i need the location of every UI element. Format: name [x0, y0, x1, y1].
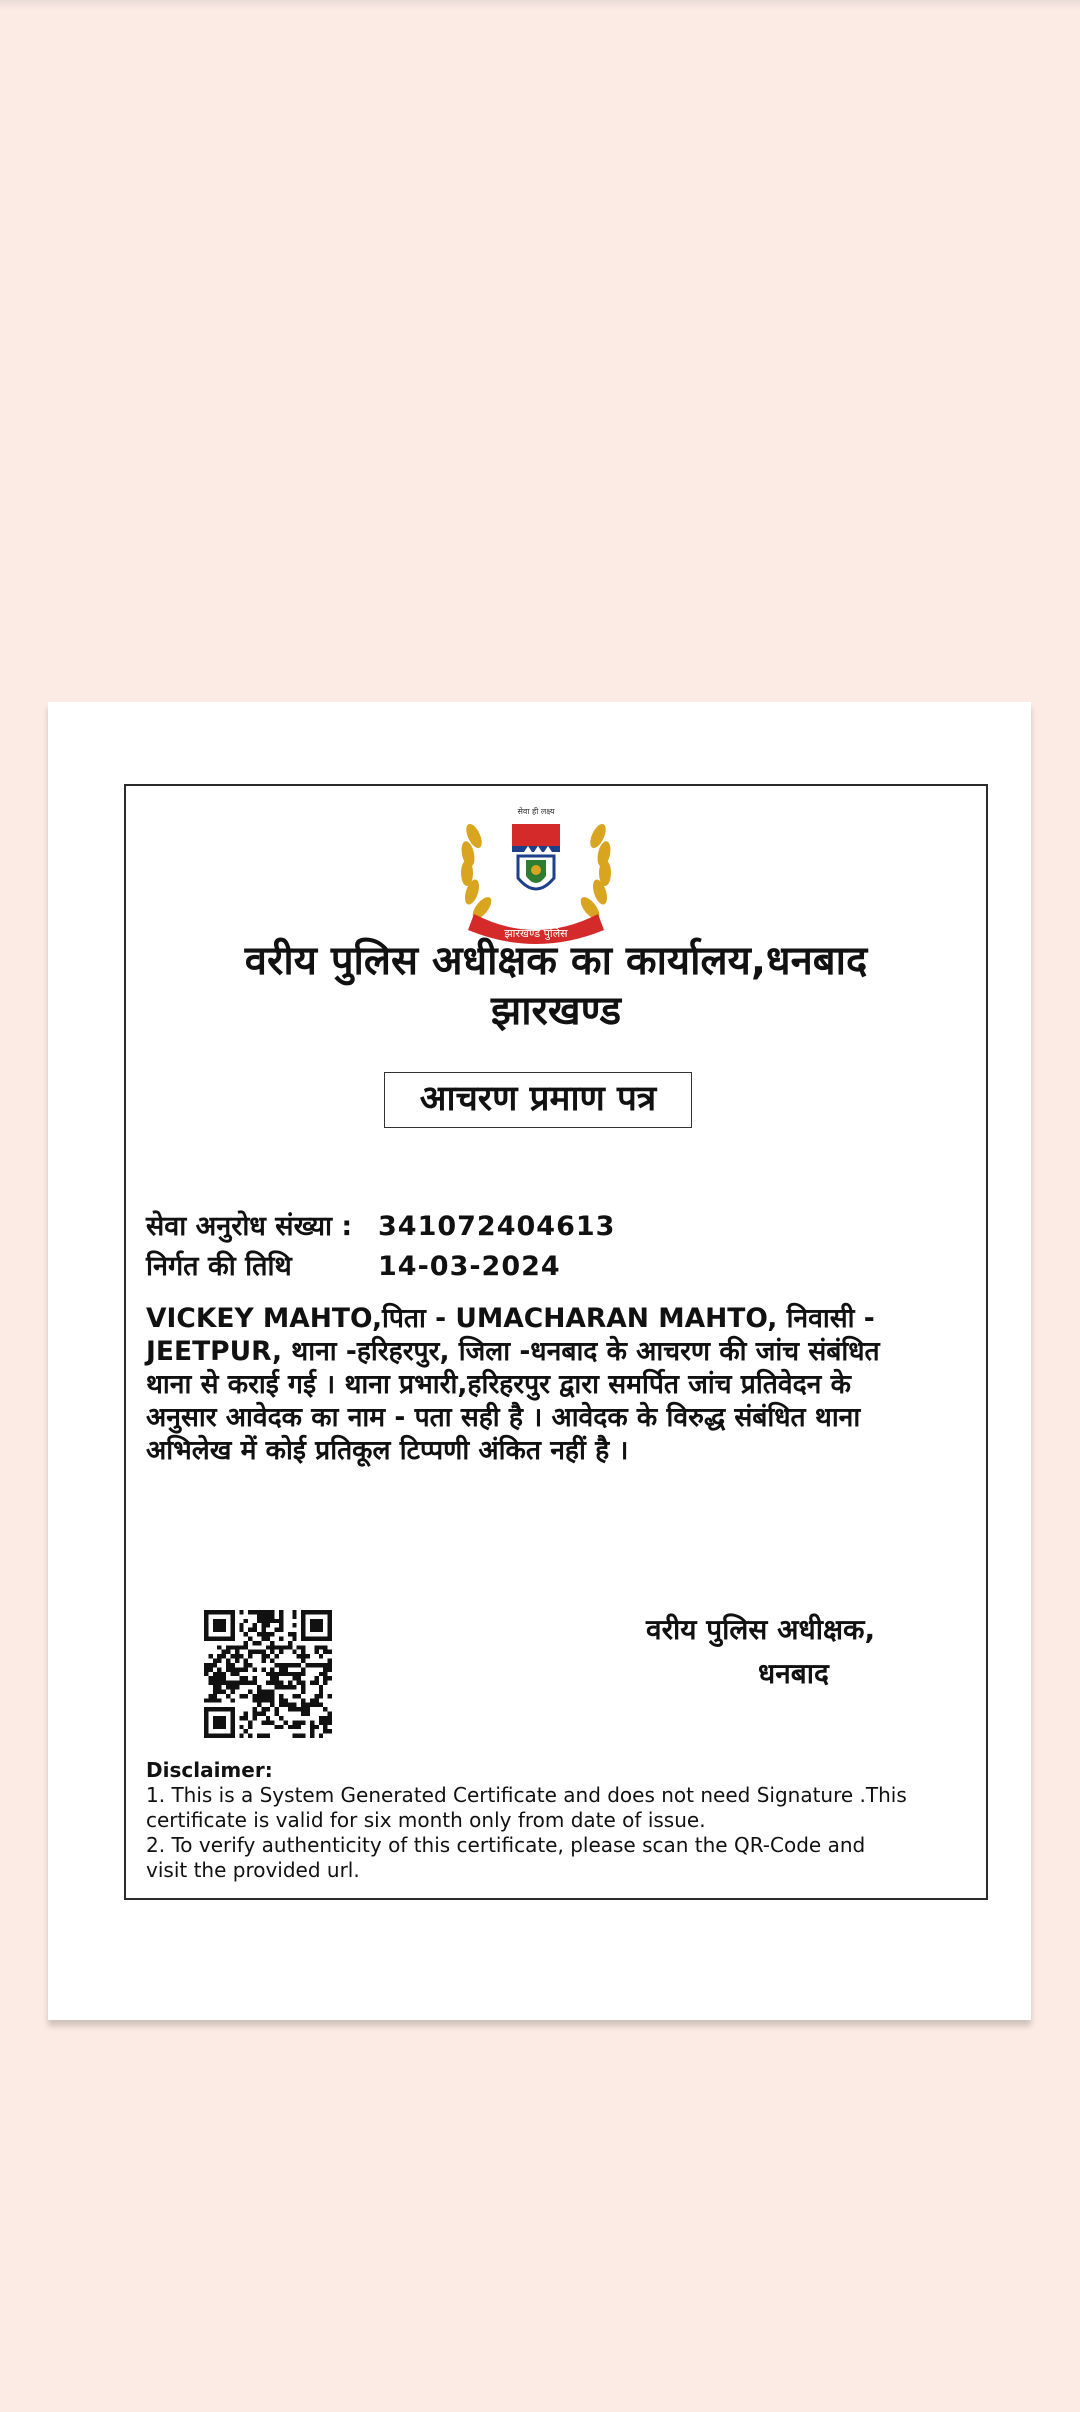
service-request-row	[146, 1206, 615, 1243]
office-title-line1: वरीय पुलिस अधीक्षक का कार्यालय,धनबाद	[244, 938, 868, 984]
qr-code-icon[interactable]	[204, 1610, 332, 1738]
body-line: थाना से कराई गई । थाना प्रभारी,हरिहरपुर द्वारा समर्पित जांच प्रतिवेदन के	[146, 1369, 851, 1400]
office-title-line2: झारखण्ड	[490, 988, 622, 1034]
certificate-body	[146, 1302, 966, 1467]
disclaimer-heading: Disclaimer:	[146, 1758, 273, 1782]
body-line: JEETPUR, थाना -हरिहरपुर, जिला -धनबाद के आचरण की जांच संबंधित	[146, 1336, 880, 1367]
svg-text:झारखण्ड पुलिस: झारखण्ड पुलिस	[504, 927, 568, 940]
disclaimer-line: visit the provided url.	[146, 1858, 360, 1882]
signatory-designation: वरीय पुलिस अधीक्षक,	[646, 1613, 876, 1646]
certificate-card	[48, 702, 1031, 2020]
issue-date-row	[146, 1246, 561, 1283]
emblem-motto: सेवा ही लक्ष्य	[517, 807, 555, 816]
certificate-frame	[124, 784, 988, 1900]
signatory-block	[646, 1608, 926, 1696]
disclaimer	[146, 1758, 966, 1883]
service-request-label: सेवा अनुरोध संख्या :	[146, 1211, 353, 1242]
office-title	[126, 936, 986, 1036]
issue-date-label: निर्गत की तिथि	[146, 1251, 292, 1282]
signatory-location: धनबाद	[758, 1657, 829, 1690]
police-emblem-icon	[396, 796, 676, 946]
body-line: अनुसार आवेदक का नाम - पता सही है । आवेदक के विरुद्ध संबंधित थाना	[146, 1402, 861, 1433]
disclaimer-line: certificate is valid for six month only from date of issue.	[146, 1808, 706, 1832]
body-line: VICKEY MAHTO,पिता - UMACHARAN MAHTO, निवासी -	[146, 1303, 875, 1334]
certificate-title: आचरण प्रमाण पत्र	[384, 1072, 692, 1128]
disclaimer-line: 1. This is a System Generated Certificate and does not need Signature .This	[146, 1783, 907, 1807]
body-line: अभिलेख में कोई प्रतिकूल टिप्पणी अंकित नहीं है ।	[146, 1435, 629, 1466]
disclaimer-line: 2. To verify authenticity of this certificate, please scan the QR-Code and	[146, 1833, 866, 1857]
issue-date-value: 14-03-2024	[378, 1251, 561, 1282]
service-request-number: 341072404613	[378, 1211, 616, 1242]
status-bar-shade	[0, 0, 1080, 10]
